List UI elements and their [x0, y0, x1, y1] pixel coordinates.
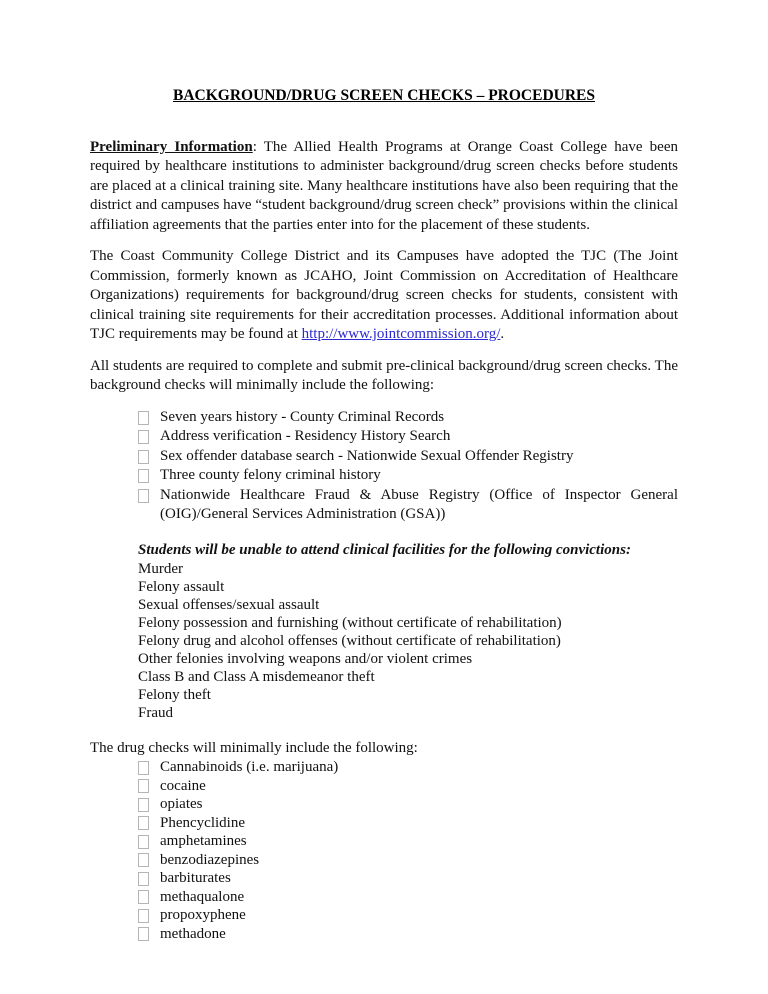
- convictions-heading: Students will be unable to attend clinical facilities for the following convictions:: [138, 541, 631, 558]
- checkbox-bullet-icon: [138, 469, 149, 483]
- conviction-item: Felony drug and alcohol offenses (without certificate of rehabilitation): [138, 632, 561, 649]
- preliminary-information-label: Preliminary Information: [90, 138, 253, 155]
- list-item: barbiturates: [138, 869, 678, 888]
- checkbox-bullet-icon: [138, 450, 149, 464]
- conviction-item: Felony assault: [138, 578, 225, 595]
- list-item: Phencyclidine: [138, 814, 678, 833]
- checkbox-bullet-icon: [138, 411, 149, 425]
- checkbox-bullet-icon: [138, 890, 149, 904]
- list-item: methaqualone: [138, 888, 678, 907]
- paragraph-requirements-intro: All students are required to complete and submit pre-clinical background/drug screen checks. The background checks will minimally include the following:: [90, 357, 678, 393]
- list-item: propoxyphene: [138, 906, 678, 925]
- jointcommission-link[interactable]: http://www.jointcommission.org/: [301, 326, 501, 342]
- list-item: Address verification - Residency History Search: [138, 427, 678, 447]
- checkbox-bullet-icon: [138, 872, 149, 886]
- conviction-item: Murder: [138, 560, 183, 577]
- checkbox-bullet-icon: [138, 430, 149, 444]
- paragraph-tjc-requirements: [90, 247, 678, 345]
- list-item: Seven years history - County Criminal Records: [138, 408, 678, 428]
- drug-checks-intro: The drug checks will minimally include the following:: [90, 739, 418, 756]
- conviction-item: Fraud: [138, 704, 173, 721]
- paragraph-preliminary-information: [90, 138, 678, 236]
- checkbox-bullet-icon: [138, 835, 149, 849]
- list-item: Sex offender database search - Nationwide Sexual Offender Registry: [138, 447, 678, 467]
- preliminary-information-text: : The Allied Health Programs at Orange Coast College have been required by healthcare institutions to administer background/drug screen checks before students are placed at a clinical training site. Many healthcare institutions have also been requiring that the district and campuses have “student background/drug screen check” provisions within the clinical affiliation agreements that the parties enter into for the placement of these students.: [90, 138, 678, 233]
- list-item: amphetamines: [138, 832, 678, 851]
- checkbox-bullet-icon: [138, 909, 149, 923]
- background-checks-list: [90, 408, 678, 525]
- drug-checks-list: [90, 758, 678, 943]
- list-item: Cannabinoids (i.e. marijuana): [138, 758, 678, 777]
- conviction-item: Felony possession and furnishing (without certificate of rehabilitation): [138, 614, 562, 631]
- tjc-text-after-link: .: [500, 326, 505, 342]
- checkbox-bullet-icon: [138, 779, 149, 793]
- list-item: cocaine: [138, 777, 678, 796]
- list-item: Three county felony criminal history: [138, 466, 678, 486]
- conviction-item: Other felonies involving weapons and/or violent crimes: [138, 650, 473, 667]
- list-item: opiates: [138, 795, 678, 814]
- checkbox-bullet-icon: [138, 798, 149, 812]
- conviction-item: Sexual offenses/sexual assault: [138, 596, 320, 613]
- checkbox-bullet-icon: [138, 489, 149, 503]
- conviction-item: Class B and Class A misdemeanor theft: [138, 668, 375, 685]
- checkbox-bullet-icon: [138, 816, 149, 830]
- list-item: benzodiazepines: [138, 851, 678, 870]
- checkbox-bullet-icon: [138, 853, 149, 867]
- checkbox-bullet-icon: [138, 927, 149, 941]
- drug-checks-section: [90, 739, 678, 944]
- list-item: methadone: [138, 925, 678, 944]
- conviction-item: Felony theft: [138, 686, 211, 703]
- checkbox-bullet-icon: [138, 761, 149, 775]
- list-item: Nationwide Healthcare Fraud & Abuse Registry (Office of Inspector General (OIG)/General Services Administration (GSA)): [138, 486, 678, 525]
- page-title: BACKGROUND/DRUG SCREEN CHECKS – PROCEDURES: [173, 87, 595, 104]
- tjc-text-before-link: The Coast Community College District and its Campuses have adopted the TJC (The Joint Commission, formerly known as JCAHO, Joint Commission on Accreditation of Healthcare Organizations) requirements for background/drug screen checks for students, consistent with clinical training site requirements for their accreditation processes. Additional information about TJC requirements may be found at: [90, 248, 678, 342]
- convictions-section: [138, 541, 678, 722]
